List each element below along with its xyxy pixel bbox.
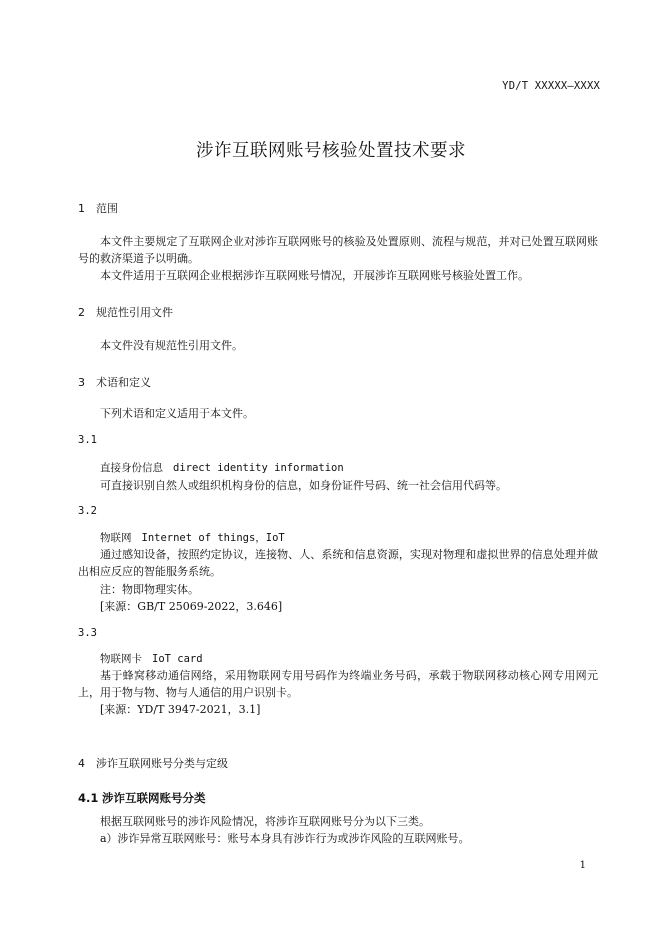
section-2-heading: [78, 304, 173, 320]
paragraph: 本文件没有规范性引用文件。: [100, 339, 243, 352]
section-number: 3: [78, 376, 85, 389]
subsection-number: 4.1: [78, 791, 99, 805]
section-number: 2: [78, 306, 85, 319]
section-title: 涉诈互联网账号分类与定级: [96, 757, 228, 770]
paragraph: 下列术语和定义适用于本文件。: [100, 407, 254, 420]
subsection-4-1-heading: [78, 790, 206, 806]
term-entry: [100, 530, 285, 545]
section-number: 4: [78, 757, 85, 770]
term-source: [来源：YD/T 3947-2021，3.1]: [100, 703, 261, 716]
section-title: 范围: [96, 202, 118, 215]
list-item: a）涉诈异常互联网账号：账号本身具有涉诈行为或涉诈风险的互联网账号。: [100, 832, 470, 845]
standard-code: YD/T XXXXX—XXXX: [502, 80, 600, 92]
term-chinese: 直接身份信息: [100, 462, 163, 474]
section-title: 术语和定义: [96, 376, 151, 389]
clause-number: 3.1: [78, 434, 97, 446]
term-definition: 可直接识别自然人或组织机构身份的信息，如身份证件号码、统一社会信用代码等。: [100, 479, 507, 492]
term-note: 注：物即物理实体。: [100, 583, 199, 596]
section-4-heading: [78, 755, 228, 771]
term-definition: 基于蜂窝移动通信网络，采用物联网专用号码作为终端业务号码，承载于物联网移动核心网专用网元上，用于物与物、物与人通信的用户识别卡。: [78, 669, 598, 699]
section-3-heading: [78, 374, 151, 390]
section-title: 规范性引用文件: [96, 306, 173, 319]
term-definition: 通过感知设备，按照约定协议，连接物、人、系统和信息资源，实现对物理和虚拟世界的信息处理并做出相应反应的智能服务系统。: [78, 548, 598, 578]
term-english: Internet of things，IoT: [141, 532, 285, 544]
term-chinese: 物联网卡: [100, 653, 142, 665]
term-source: [来源：GB/T 25069-2022，3.646]: [100, 600, 283, 613]
clause-number: 3.2: [78, 505, 97, 517]
term-english: direct identity information: [173, 462, 344, 474]
term-chinese: 物联网: [100, 532, 132, 544]
section-number: 1: [78, 202, 85, 215]
term-english: IoT card: [152, 653, 203, 665]
page-number: 1: [579, 860, 586, 871]
term-entry: [100, 460, 344, 475]
subsection-title: 涉诈互联网账号分类: [102, 791, 206, 805]
clause-number: 3.3: [78, 627, 97, 639]
paragraph: 根据互联网账号的涉诈风险情况，将涉诈互联网账号分为以下三类。: [100, 815, 430, 828]
document-title: 涉诈互联网账号核验处置技术要求: [196, 141, 466, 161]
paragraph: 本文件主要规定了互联网企业对涉诈互联网账号的核验及处置原则、流程与规范，并对已处置互联网账号的救济渠道予以明确。: [78, 235, 598, 265]
term-entry: [100, 651, 203, 666]
section-1-heading: [78, 200, 118, 216]
paragraph: 本文件适用于互联网企业根据涉诈互联网账号情况，开展涉诈互联网账号核验处置工作。: [100, 269, 529, 282]
